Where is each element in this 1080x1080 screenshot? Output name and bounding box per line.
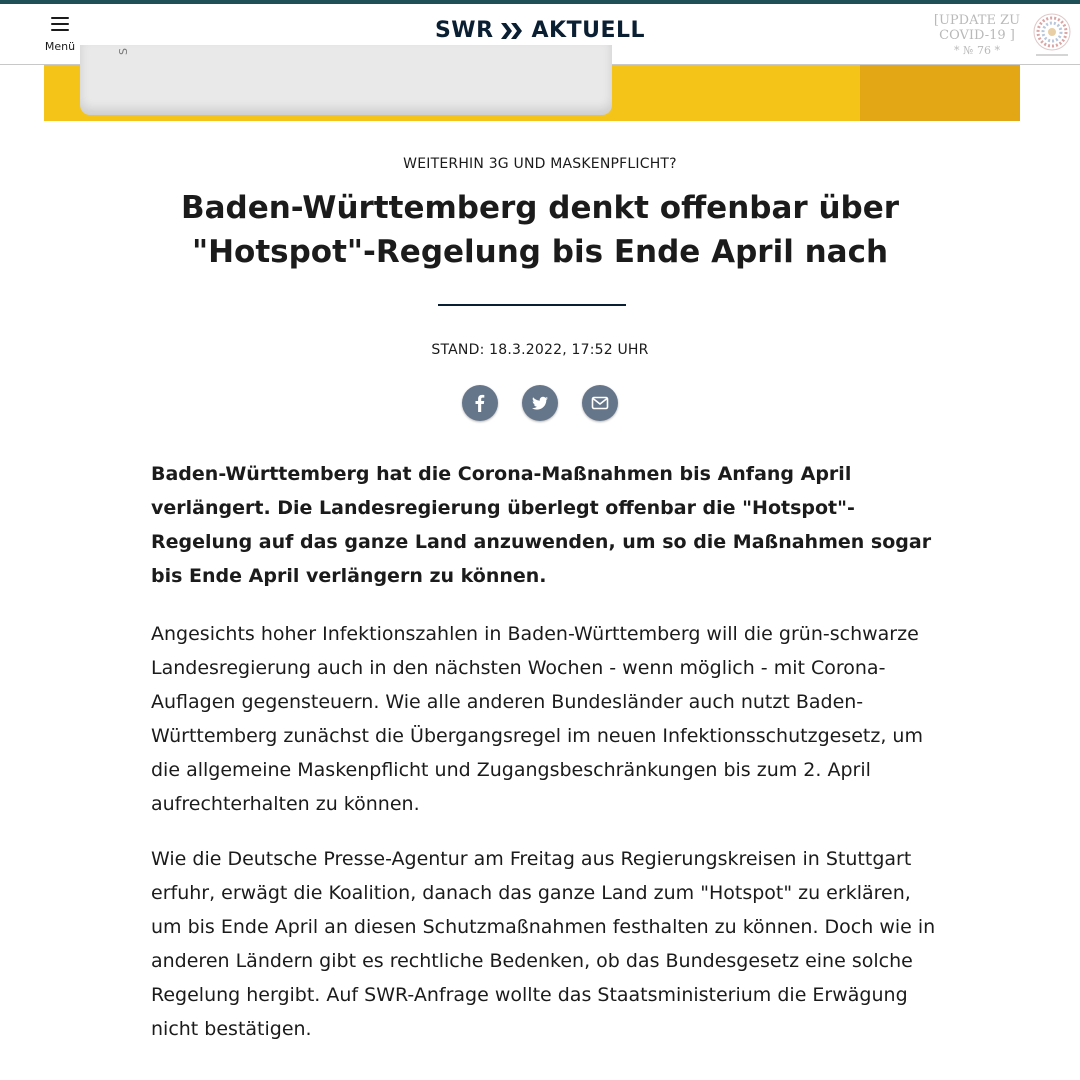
article-paragraph: Wie die Deutsche Presse-Agentur am Freitag aus Regierungskreisen in Stuttgart erfuhr, erwägt die Koalition, danach das ganze Land zum "Hotspot" zu erklären, um bis Ende April an diesen Schutzmaßnahmen festhalten zu können. Doch wie in anderen Ländern gibt es rechtliche Bedenken, ob das Bundesgesetz eine solche Regelung hergibt. Auf SWR-Anfrage wollte das Staatsministerium die Erwägung nicht bestätigen. xyxy=(151,848,936,1040)
badge-line-2: COVID-19 ] xyxy=(939,28,1015,43)
covid-update-badge[interactable] xyxy=(932,13,1022,58)
email-icon xyxy=(590,393,610,413)
article-paragraph: Angesichts hoher Infektionszahlen in Baden-Württemberg will die grün-schwarze Landesregierung auch in den nächsten Wochen - wenn möglich - mit Corona-Auflagen gegensteuern. Wie alle anderen Bundesländer auch nutzt Baden-Württemberg zunächst die Übergangsregel im neuen Infektionsschutzgesetz, um die allgemeine Maskenpflicht und Zugangsbeschränkungen bis zum 2. April aufrechterhalten zu können. xyxy=(151,623,923,815)
share-twitter-button[interactable] xyxy=(522,385,558,421)
hero-shadow-area xyxy=(860,65,1020,121)
facebook-icon xyxy=(470,393,490,413)
menu-label: Menü xyxy=(44,40,76,53)
swr-chevrons-icon xyxy=(500,21,526,41)
twitter-icon xyxy=(530,393,550,413)
article-lead: Baden-Württemberg hat die Corona-Maßnahmen bis Anfang April verlängert. Die Landesregierung überlegt offenbar die "Hotspot"-Regelung auf das ganze Land anzuwenden, um so die Maßnahmen sogar bis Ende April verlängern zu können. xyxy=(151,463,932,587)
share-facebook-button[interactable] xyxy=(462,385,498,421)
logo-swr-text: SWR xyxy=(434,18,494,43)
badge-line-1: [UPDATE ZU xyxy=(933,13,1021,28)
logo-aktuell-text: AKTUELL xyxy=(531,18,646,43)
article-kicker: WEITERHIN 3G UND MASKENPFLICHT? xyxy=(403,156,677,172)
badge-line-3: * № 76 * xyxy=(954,44,1000,57)
share-bar xyxy=(462,385,618,421)
share-email-button[interactable] xyxy=(582,385,618,421)
article-date: STAND: 18.3.2022, 17:52 UHR xyxy=(431,342,649,358)
swr-aktuell-logo[interactable] xyxy=(0,18,1080,43)
hero-test-kit xyxy=(80,45,612,115)
hero-box-letter: S xyxy=(116,48,130,55)
article-headline: Baden-Württemberg denkt offenbar über "Hotspot"-Regelung bis Ende April nach xyxy=(180,190,900,270)
headline-divider xyxy=(438,304,626,306)
covid-emblem-icon xyxy=(1032,12,1072,60)
